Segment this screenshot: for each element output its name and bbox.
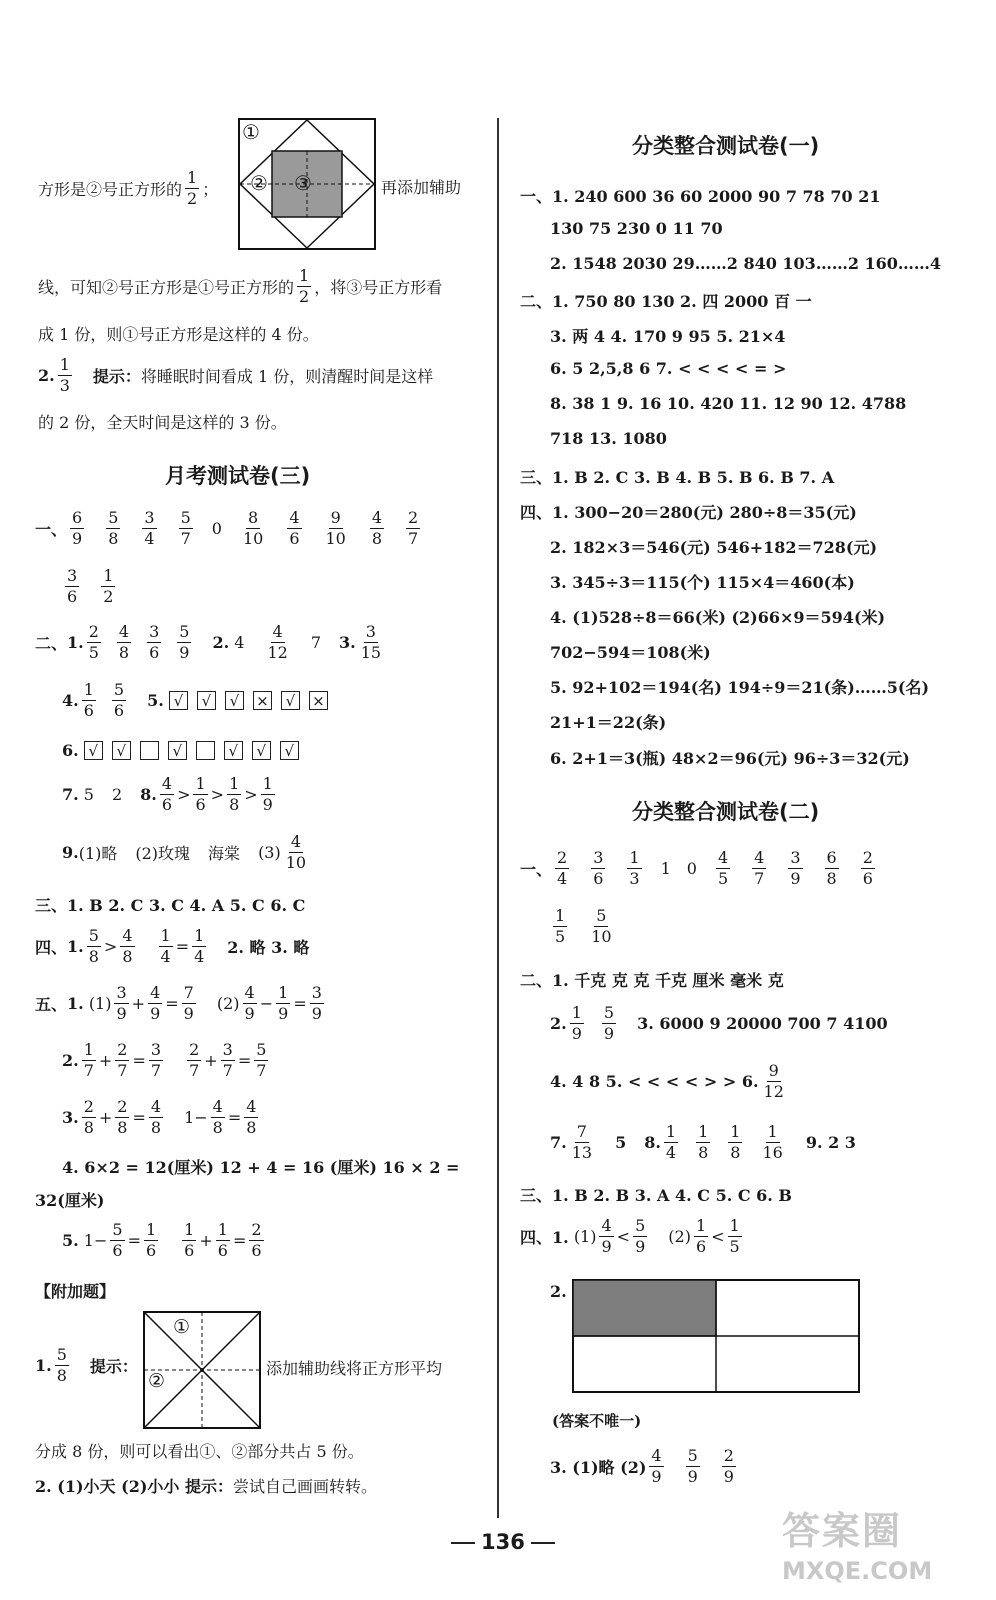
r-a1b: 130 75 230 0 11 70 <box>550 219 723 238</box>
r-h1: 四、1. (1) $\frac{4}{9}$ < $\frac{5}{9}$ (2) $\frac{1}{6}$ < $\frac{1}{5}$ <box>520 1216 740 1256</box>
label-2: ② <box>148 1370 166 1392</box>
fraction: $\frac{2}{8}$ <box>83 1097 94 1137</box>
s2-line-1: 二、 1. $\frac{2}{5}$ $\frac{4}{8}$ $\frac{3}{6}$ $\frac{5}{9}$ 2. 4 $\frac{4}{12}$ 7 3. $\frac{3}{15}$ <box>35 622 382 662</box>
s1-row-1 <box>35 510 423 547</box>
r-b1: 二、1. 750 80 130 2. 四 2000 百 一 <box>520 292 812 311</box>
answer-box <box>196 741 215 760</box>
fraction: $\frac{5}{7}$ <box>256 1040 267 1080</box>
r-a1: 一、1. 240 600 36 60 2000 90 7 78 70 21 <box>520 187 881 206</box>
answer-box: √ <box>84 741 103 760</box>
text: = <box>232 1231 247 1250</box>
fraction: $\frac{1}{3}$ <box>629 848 640 888</box>
r-d2: 2. 182×3＝546(元) 546+182＝728(元) <box>550 538 878 557</box>
r-f1: 二、1. 千克 克 克 千克 厘米 毫米 克 <box>520 971 784 990</box>
r-b6: 6. 5 2,5,8 6 7. < < < < = > <box>550 359 787 378</box>
fraction: $\frac{5}{7}$ <box>180 508 191 548</box>
fraction: $\frac{4}{8}$ <box>118 622 130 662</box>
extra-q1: 1. $\frac{5}{8}$ 提示： <box>35 1345 138 1385</box>
fraction: $\frac{2}{9}$ <box>723 1446 734 1486</box>
fraction: $\frac{1}{6}$ <box>217 1220 228 1260</box>
extra-q2: 2. (1)小天 (2)小小 提示：尝试自己画画转转。 <box>35 1477 377 1496</box>
answer-box: √ <box>168 741 187 760</box>
text: = <box>237 1051 252 1070</box>
rectangle-figure <box>572 1279 860 1393</box>
r-d3: 3. 345÷3＝115(个) 115×4＝460(本) <box>550 573 855 592</box>
fraction: $\frac{4}{6}$ <box>161 774 173 814</box>
answer-box: √ <box>197 691 216 710</box>
text: = <box>132 1108 146 1127</box>
fraction: $\frac{1}{16}$ <box>762 1122 783 1162</box>
left-q2-tail: 的 2 份，全天时间是这样的 3 份。 <box>38 413 287 432</box>
fraction: $\frac{3}{4}$ <box>144 508 155 548</box>
fraction: $\frac{1}{6}$ <box>83 680 94 720</box>
item-number: 2. <box>38 366 55 385</box>
s5-line-4b: 32(厘米) <box>35 1191 105 1210</box>
text: = <box>132 1051 146 1070</box>
extra-q1-tail: 分成 8 份，则可以看出①、②部分共占 5 份。 <box>35 1442 364 1461</box>
fraction: $\frac{1}{8}$ <box>698 1122 709 1162</box>
fraction: $\frac{5}{9}$ <box>179 622 190 662</box>
text: = <box>293 994 307 1013</box>
hint-label: 提示： <box>92 367 141 386</box>
fraction: $\frac{2}{6}$ <box>862 848 873 888</box>
r-e-row-1: 一、 $\frac{2}{4}$ $\frac{3}{6}$ $\frac{1}{3}$ 1 0 $\frac{4}{5}$ $\frac{4}{7}$ $\frac{3}{9}$ $\frac{6}{8}$ $\frac{2}{6}$ <box>520 848 873 888</box>
r-b8: 8. 38 1 9. 16 10. 420 11. 12 90 12. 4788 <box>550 394 907 413</box>
r-e-row-2 <box>550 908 617 945</box>
fraction: $\frac{2}{5}$ <box>88 622 99 662</box>
answer-box: × <box>253 691 272 710</box>
left-line-3: 成 1 份，则①号正方形是这样的 4 份。 <box>38 325 319 344</box>
fraction: $\frac{4}{5}$ <box>717 848 729 888</box>
fraction: $\frac{6}{8}$ <box>826 848 837 888</box>
r-f7: 7. $\frac{7}{13}$ 5 8. $\frac{1}{4}$ $\frac{1}{8}$ $\frac{1}{8}$ $\frac{1}{16}$ 9. 2 3 <box>550 1122 856 1162</box>
extra-q1-hint: 添加辅助线将正方形平均 <box>266 1359 443 1378</box>
r-f2: 2. $\frac{1}{9}$ $\frac{5}{9}$ 3. 6000 9 20000 700 7 4100 <box>550 1003 888 1043</box>
fraction: $\frac{1}{2}$ <box>103 566 114 606</box>
answer-box: √ <box>281 691 300 710</box>
r-d4b: 702−594＝108(米) <box>550 643 711 662</box>
s4-line: 四、 1. $\frac{5}{8}$ > $\frac{4}{8}$ $\frac{1}{4}$ = $\frac{1}{4}$ 2. 略 3. 略 <box>35 926 310 966</box>
fraction: $\frac{1}{8}$ <box>730 1122 741 1162</box>
text: + <box>131 994 146 1013</box>
fraction: $\frac{4}{9}$ <box>244 983 255 1023</box>
fraction: $\frac{1}{6}$ <box>145 1220 157 1260</box>
text: 再添加辅助 <box>381 178 462 197</box>
r-g1: 三、1. B 2. B 3. A 4. C 5. C 6. B <box>520 1186 792 1205</box>
r-h3: 3. (1)略 (2) $\frac{4}{9}$ $\frac{5}{9}$ $\frac{2}{9}$ <box>550 1446 734 1486</box>
fraction: $\frac{4}{7}$ <box>754 848 765 888</box>
fraction: $\frac{5}{10}$ <box>591 906 612 946</box>
fraction: $\frac{3}{15}$ <box>360 622 382 662</box>
label-1: ① <box>242 120 260 144</box>
fraction: $\frac{5}{9}$ <box>687 1446 698 1486</box>
section-label: 一、 <box>35 520 68 539</box>
fraction: $\frac{4}{9}$ <box>150 983 161 1023</box>
answer-box: √ <box>224 741 243 760</box>
answer-box: √ <box>252 741 271 760</box>
s5-line-5: 5. 1− $\frac{5}{6}$ = $\frac{1}{6}$ $\frac{1}{6}$ + $\frac{1}{6}$ = $\frac{2}{6}$ <box>62 1220 262 1260</box>
extra-title: 【附加题】 <box>35 1282 116 1301</box>
text: 0 <box>211 519 222 538</box>
fraction: $\frac{1}{3}$ <box>59 355 70 395</box>
label-1: ① <box>173 1316 191 1338</box>
r-a2: 2. 1548 2030 29……2 840 103……2 160……4 <box>550 254 942 273</box>
text: = <box>127 1231 141 1250</box>
answer-box: √ <box>280 741 299 760</box>
fraction: $\frac{7}{9}$ <box>183 983 194 1023</box>
left-q2 <box>38 357 433 394</box>
fraction: $\frac{3}{7}$ <box>222 1040 233 1080</box>
fraction: $\frac{1}{8}$ <box>229 774 240 814</box>
label-3: ③ <box>294 171 312 195</box>
r-d4: 4. (1)528÷8＝66(米) (2)66×9＝594(米) <box>550 608 886 627</box>
text: ，将③号正方形看 <box>314 278 443 297</box>
fraction: $\frac{5}{8}$ <box>108 508 119 548</box>
s5-line-4: 4. 6×2 = 12(厘米) 12 + 4 = 16 (厘米) 16 × 2 = <box>62 1158 460 1177</box>
fraction: $\frac{3}{6}$ <box>67 566 78 606</box>
r-d1: 四、1. 300−20＝280(元) 280÷8＝35(元) <box>520 503 857 522</box>
fraction: $\frac{2}{4}$ <box>557 848 568 888</box>
text: = <box>165 994 179 1013</box>
fraction: $\frac{5}{6}$ <box>112 1220 123 1260</box>
s2-line-7: 7. 5 2 8. $\frac{4}{6}$ > $\frac{1}{6}$ > $\frac{1}{8}$ > $\frac{1}{9}$ <box>62 774 273 814</box>
fraction: $\frac{1}{9}$ <box>278 983 289 1023</box>
fraction: $\frac{3}{9}$ <box>311 983 322 1023</box>
fraction: $\frac{1}{5}$ <box>555 906 566 946</box>
fraction: $\frac{4}{8}$ <box>212 1097 223 1137</box>
s3-line: 三、1. B 2. C 3. C 4. A 5. C 6. C <box>35 896 306 915</box>
fraction: $\frac{4}{6}$ <box>289 508 300 548</box>
fraction: $\frac{3}{6}$ <box>593 848 604 888</box>
column-divider <box>497 118 499 1518</box>
fraction: $\frac{3}{6}$ <box>149 622 160 662</box>
r-c1: 三、1. B 2. C 3. B 4. B 5. B 6. B 7. A <box>520 468 835 487</box>
s5-line-1: 五、 1. (1) $\frac{3}{9}$ + $\frac{4}{9}$ = $\frac{7}{9}$ (2) $\frac{4}{9}$ − $\frac{1}{9}$ = $\frac{3}{9}$ <box>35 983 322 1023</box>
r-b8b: 718 13. 1080 <box>550 429 667 448</box>
fraction: $\frac{1}{9}$ <box>571 1003 582 1043</box>
fraction: $\frac{1}{6}$ <box>195 774 206 814</box>
fraction: $\frac{5}{9}$ <box>603 1003 615 1043</box>
left-line-1 <box>38 170 218 207</box>
fraction: $\frac{4}{9}$ <box>651 1446 662 1486</box>
label-2: ② <box>250 171 268 195</box>
r-b3: 3. 两 4 4. 170 9 95 5. 21×4 <box>550 327 786 346</box>
fraction: $\frac{2}{8}$ <box>117 1097 128 1137</box>
text: = <box>227 1108 242 1127</box>
text: ； <box>202 180 219 199</box>
fraction: $\frac{1}{2}$ <box>187 168 198 208</box>
r-d6: 6. 2+1＝3(瓶) 48×2＝96(元) 96÷3＝32(元) <box>550 749 910 768</box>
text: + <box>204 1051 218 1070</box>
answer-box: √ <box>112 741 131 760</box>
text: 方形是②号正方形的 <box>38 180 183 199</box>
text: 1− <box>83 1231 108 1250</box>
fraction: $\frac{2}{6}$ <box>251 1220 262 1260</box>
fraction: $\frac{8}{10}$ <box>242 508 264 548</box>
answer-box: √ <box>225 691 244 710</box>
text: + <box>98 1108 113 1127</box>
fraction: $\frac{1}{4}$ <box>665 1122 677 1162</box>
s2-line-6: 6. √ √ √ √ √ √ <box>62 741 308 760</box>
text: 1 <box>660 859 671 878</box>
s2-line-9: 9. (1)略 (2)玫瑰 海棠 (3) $\frac{4}{10}$ <box>62 832 307 872</box>
section-title-monthly-3: 月考测试卷(三) <box>165 464 311 488</box>
r-f4: 4. 4 8 5. < < < < > > 6. $\frac{9}{12}$ <box>550 1061 784 1101</box>
fraction: $\frac{9}{10}$ <box>325 508 346 548</box>
fraction: $\frac{4}{10}$ <box>285 832 307 872</box>
text: > <box>177 785 191 804</box>
fraction: $\frac{2}{7}$ <box>117 1040 128 1080</box>
r-h2: 2. <box>550 1282 567 1301</box>
s5-line-2: 2. $\frac{1}{7}$ + $\frac{2}{7}$ = $\frac{3}{7}$ $\frac{2}{7}$ + $\frac{3}{7}$ = $\frac{5}{7}$ <box>62 1040 267 1080</box>
fraction: $\frac{4}{8}$ <box>371 508 383 548</box>
answer-box: × <box>309 691 328 710</box>
text: 0 <box>686 859 697 878</box>
fraction: $\frac{3}{9}$ <box>116 983 127 1023</box>
hint-text: 将睡眠时间看成 1 份，则清醒时间是这样 <box>140 367 434 386</box>
s1-row-2 <box>62 568 118 605</box>
left-line-2 <box>38 268 442 305</box>
fraction: $\frac{4}{8}$ <box>150 1097 162 1137</box>
text: 线，可知②号正方形是①号正方形的 <box>38 278 295 297</box>
r-h2-note: (答案不唯一) <box>552 1412 642 1430</box>
fraction: $\frac{2}{7}$ <box>408 508 419 548</box>
fraction: $\frac{2}{7}$ <box>189 1040 200 1080</box>
fraction: $\frac{1}{7}$ <box>83 1040 94 1080</box>
section-title-integration-1: 分类整合测试卷(一) <box>632 134 820 158</box>
text: > <box>244 785 258 804</box>
answer-box <box>140 741 159 760</box>
fraction: $\frac{3}{7}$ <box>150 1040 162 1080</box>
text: > <box>210 785 225 804</box>
fraction: $\frac{3}{9}$ <box>790 848 801 888</box>
fraction: $\frac{1}{9}$ <box>262 774 273 814</box>
text: 1− <box>184 1108 208 1127</box>
text: + <box>199 1231 213 1250</box>
fraction: $\frac{5}{6}$ <box>113 680 125 720</box>
fraction: $\frac{4}{12}$ <box>267 622 288 662</box>
fraction: $\frac{1}{6}$ <box>184 1220 195 1260</box>
watermark: 答案圈 MXQE.COM <box>782 1509 933 1585</box>
fraction: $\frac{6}{9}$ <box>72 508 83 548</box>
s2-line-4: 4. $\frac{1}{6}$ $\frac{5}{6}$ 5. √ √ √ × √ × <box>62 682 337 719</box>
text: + <box>98 1051 113 1070</box>
fraction: $\frac{4}{8}$ <box>246 1097 257 1137</box>
section-title-integration-2: 分类整合测试卷(二) <box>632 800 820 824</box>
fraction: $\frac{1}{2}$ <box>299 266 310 306</box>
text: − <box>259 994 274 1013</box>
r-d5b: 21+1＝22(条) <box>550 713 667 732</box>
s5-line-3: 3. $\frac{2}{8}$ + $\frac{2}{8}$ = $\frac{4}{8}$ 1− $\frac{4}{8}$ = $\frac{4}{8}$ <box>62 1097 257 1137</box>
page-number: 136 <box>445 1530 561 1554</box>
answer-box: √ <box>169 691 188 710</box>
r-d5: 5. 92+102＝194(名) 194÷9＝21(条)……5(名) <box>550 678 930 697</box>
